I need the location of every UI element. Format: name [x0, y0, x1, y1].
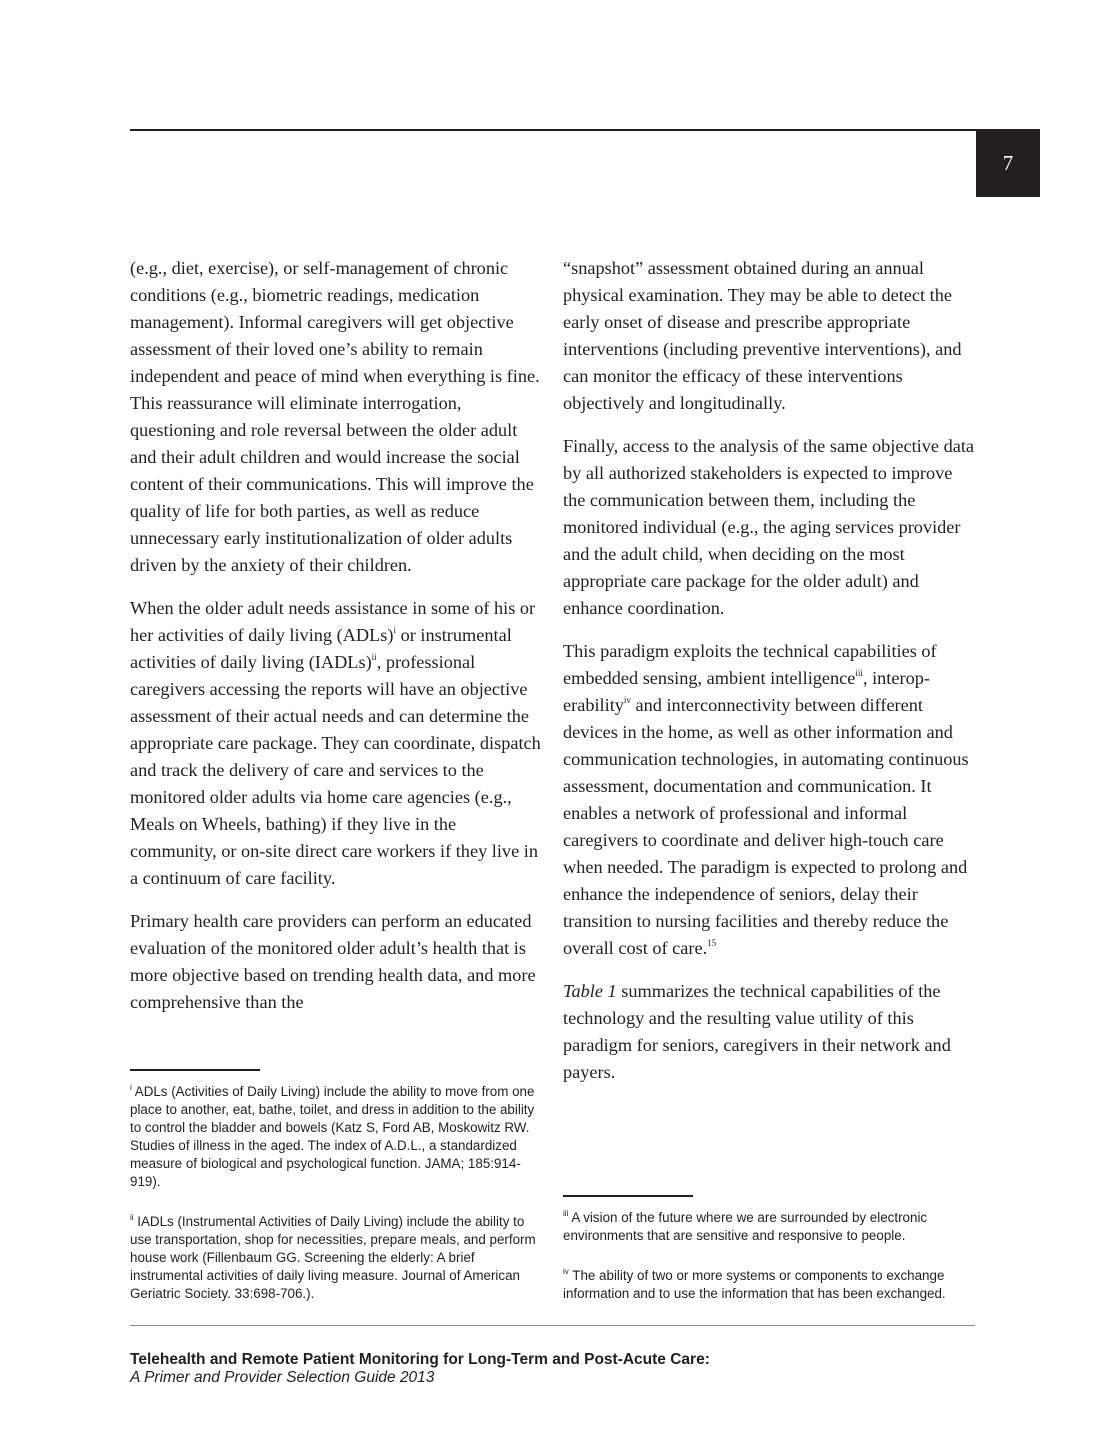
- table-reference: Table 1: [563, 981, 617, 1001]
- footnotes-left: [130, 1083, 542, 1325]
- footnote-i: [130, 1083, 542, 1191]
- right-column: [563, 255, 975, 1102]
- footnote-ii: [130, 1213, 542, 1303]
- left-column: [130, 255, 545, 1032]
- footnotes-right: [563, 1209, 975, 1325]
- footnote-mark-iv: iv: [563, 1267, 569, 1276]
- footnote-ii-text: IADLs (Instrumental Activities of Daily Living) include the ability to use transportation, shop for necessities, prepare meals, and perform house work (Fillenbaum GG. Screening the elderly: A brief instrumental activities of daily living measure. Journal of American Geriatric Society. 33:698-706.).: [130, 1214, 536, 1301]
- footnote-iii-text: A vision of the future where we are surrounded by electronic environments that are sensitive and responsive to people.: [563, 1210, 928, 1243]
- citation-ref-15: 15: [707, 938, 717, 948]
- left-paragraph-3: Primary health care providers can perform an educated evaluation of the monitored older adult’s health that is more objective based on trending health data, and more comprehensive than the: [130, 911, 536, 1012]
- footnote-i-text: ADLs (Activities of Daily Living) include the ability to move from one place to another, eat, bathe, toilet, and dress in addition to the ability to control the bladder and bowels (Katz S, Ford AB, Moskowitz RW. Studies of illness in the aged. The index of A.D.L., a standardized measure of biological and psychological function. JAMA; 185:914-919).: [130, 1084, 535, 1189]
- right-paragraph-4: [563, 978, 975, 1086]
- footer-rule: [130, 1325, 975, 1326]
- footnote-iv: [563, 1267, 975, 1303]
- left-paragraph-2: [130, 595, 545, 892]
- page-number: 7: [1002, 150, 1014, 175]
- left-p2-text-c: , professional caregivers accessing the reports will have an objective assessment of their actual needs and can determine the appropriate care package. They can coordinate, dispatch and track the delivery of care and services to the monitored older adults via home care agencies (e.g., Meals on Wheels, bathing) if they live in the community, or on-site direct care workers if they live in a continuum of care facility.: [130, 652, 541, 888]
- right-paragraph-3: [563, 638, 975, 962]
- footnote-mark-ii: ii: [130, 1213, 134, 1222]
- footnote-mark-iii: iii: [563, 1209, 569, 1218]
- footnote-iv-text: The ability of two or more systems or components to exchange information and to use the information that has been exchanged.: [563, 1268, 946, 1301]
- page-number-box: [976, 129, 1040, 197]
- footnote-ref-iii: iii: [855, 668, 863, 678]
- right-paragraph-1: “snapshot” assessment obtained during an annual physical examination. They may be able to detect the early onset of disease and prescribe appropriate interventions (including preventive interventions), and can monitor the efficacy of these interventions objectively and longitudinally.: [563, 258, 962, 413]
- right-p3-text-b: , interoperability: [563, 668, 930, 715]
- footer-title: Telehealth and Remote Patient Monitoring for Long-Term and Post-Acute Care:: [130, 1351, 710, 1368]
- right-p3-text-a: This paradigm exploits the technical capabilities of embedded sensing, ambient intelligence: [563, 641, 937, 688]
- right-p3-text-c: and interconnectivity between different devices in the home, as well as other information and communication technologies, in automating continuous assessment, documentation and communication. It enables a network of professional and informal caregivers to coordinate and deliver high-touch care when needed. The paradigm is expected to prolong and enhance the independence of seniors, delay their transition to nursing facilities and thereby reduce the overall cost of care.: [563, 695, 969, 958]
- left-p2-text-b: or instrumental activities of daily living (IADLs): [130, 625, 512, 672]
- footnote-rule-left: [130, 1069, 260, 1071]
- footnote-iii: [563, 1209, 975, 1245]
- footnote-ref-ii: ii: [371, 652, 377, 662]
- left-paragraph-1: (e.g., diet, exercise), or self-management of chronic conditions (e.g., biometric readings, medication management). Informal caregivers will get objective assessment of their loved one’s ability to remain independent and peace of mind when everything is fine. This reassurance will eliminate interrogation, questioning and role reversal between the older adult and their adult children and would increase the social content of their communications. This will improve the quality of life for both parties, as well as reduce unnecessary early institutionalization of older adults driven by the anxiety of their children.: [130, 258, 540, 575]
- right-paragraph-2: Finally, access to the analysis of the same objective data by all authorized stakeholders is expected to improve the communication between them, including the monitored individual (e.g., the aging services provider and the adult child, when deciding on the most appropriate care package for the older adult) and enhance coordination.: [563, 436, 975, 618]
- header-rule: [130, 129, 1040, 131]
- footnote-mark-i: i: [130, 1083, 132, 1092]
- footnote-rule-right: [563, 1195, 693, 1197]
- footnote-ref-iv: iv: [623, 695, 631, 705]
- right-p4-text: summarizes the technical capabilities of the technology and the resulting value utility of this paradigm for seniors, caregivers in their network and payers.: [563, 981, 951, 1082]
- footer-subtitle: A Primer and Provider Selection Guide 2013: [130, 1369, 435, 1386]
- left-p2-text-a: When the older adult needs assistance in some of his or her activities of daily living (ADLs): [130, 598, 536, 645]
- footnote-ref-i: i: [393, 625, 397, 635]
